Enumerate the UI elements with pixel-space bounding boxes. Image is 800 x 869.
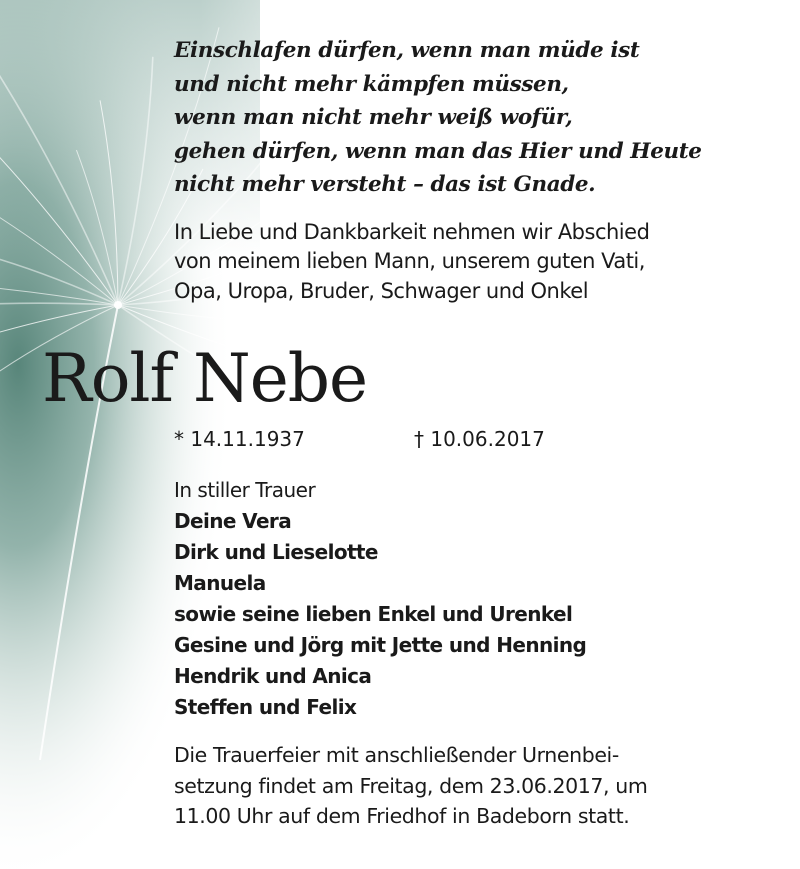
- mourner-name: Steffen und Felix: [174, 695, 357, 719]
- service-line: setzung findet am Freitag, dem 23.06.2017, um: [174, 773, 648, 798]
- service-line: 11.00 Uhr auf dem Friedhof in Badeborn statt.: [174, 804, 630, 828]
- mourners-list: [174, 475, 784, 723]
- poem-line: wenn man nicht mehr weiß wofür,: [174, 105, 573, 130]
- intro-line: Opa, Uropa, Bruder, Schwager und Onkel: [174, 278, 589, 303]
- poem-line: gehen dürfen, wenn man das Hier und Heute: [174, 138, 702, 164]
- mourner-name: Deine Vera: [174, 509, 292, 533]
- farewell-intro: [174, 218, 784, 307]
- mourner-name: Gesine und Jörg mit Jette und Henning: [174, 633, 587, 657]
- mourner-name: Manuela: [174, 571, 266, 595]
- mourner-name: Dirk und Lieselotte: [174, 540, 378, 564]
- death-date: † 10.06.2017: [414, 427, 545, 451]
- intro-line: In Liebe und Dankbarkeit nehmen wir Abschied: [174, 219, 650, 244]
- poem-line: Einschlafen dürfen, wenn man müde ist: [174, 38, 640, 63]
- mourner-name: Hendrik und Anica: [174, 664, 372, 688]
- mourning-lead: In stiller Trauer: [174, 478, 316, 502]
- poem-line: nicht mehr versteht – das ist Gnade.: [174, 172, 596, 197]
- service-line: Die Trauerfeier mit anschließender Urnenbei-: [174, 743, 619, 767]
- poem-line: und nicht mehr kämpfen müssen,: [174, 71, 569, 97]
- mourner-name: sowie seine lieben Enkel und Urenkel: [174, 602, 573, 626]
- poem: [174, 34, 784, 202]
- intro-line: von meinem lieben Mann, unserem guten Vati,: [174, 249, 645, 273]
- funeral-service-info: [174, 740, 784, 832]
- birth-date: * 14.11.1937: [174, 427, 305, 451]
- deceased-name: Rolf Nebe: [42, 340, 368, 417]
